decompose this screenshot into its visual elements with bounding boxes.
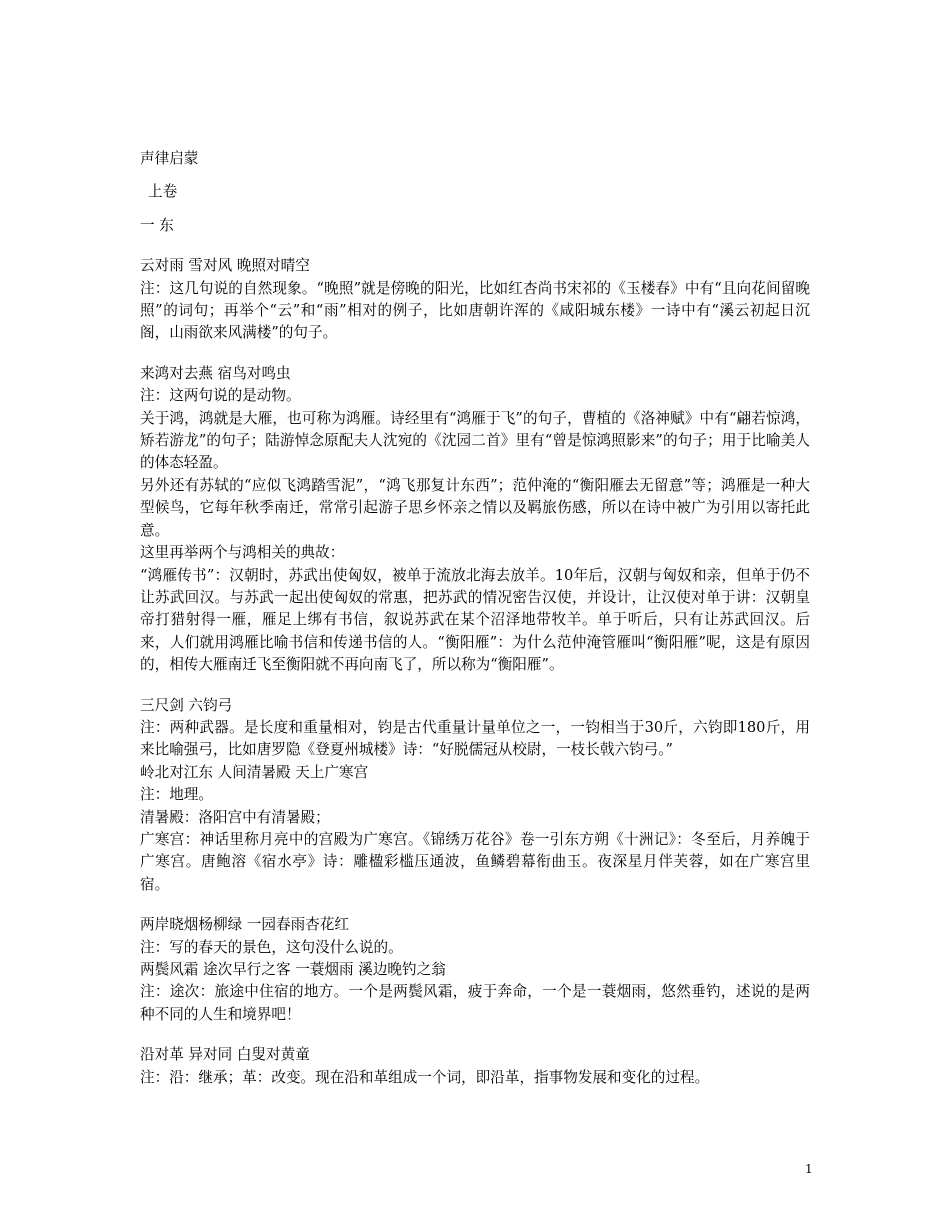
- couplet-line: 云对雨 雪对风 晚照对晴空: [140, 257, 310, 275]
- section-spring-scenery: [140, 914, 810, 1026]
- couplet-line: 两岸晓烟杨柳绿 一园春雨杏花红: [140, 916, 349, 934]
- couplet-line: 三尺剑 六钧弓: [140, 696, 233, 714]
- couplet-line: 来鸿对去燕 宿鸟对鸣虫: [140, 364, 291, 382]
- annotation-paragraph: “鸿雁传书”：汉朝时，苏武出使匈奴，被单于流放北海去放羊。10年后，汉朝与匈奴和亲，但单于仍不让苏武回汉。与苏武一起出使匈奴的常惠，把苏武的情况密告汉使，并设计，让汉使对单于讲：汉朝皇帝打猎射得一雁，雁足上绑有书信，叙说苏武在某个沼泽地带牧羊。单于听后，只有让苏武回汉。后来，人们就用鸿雁比喻书信和传递书信的人。“衡阳雁”：为什么范仲淹管雁叫“衡阳雁”呢，这是有原因的，相传大雁南迁飞至衡阳就不再向南飞了，所以称为“衡阳雁”。: [140, 566, 810, 674]
- annotation-paragraph: 清暑殿：洛阳宫中有清暑殿；: [140, 808, 330, 826]
- couplet-line: 沿对革 异对同 白叟对黄童: [140, 1046, 310, 1064]
- section-geese: [140, 363, 810, 677]
- section-clouds: [140, 255, 810, 345]
- document-body: [140, 148, 810, 1089]
- couplet-line: 两鬓风霜 途次早行之客 一蓑烟雨 溪边晚钓之翁: [140, 961, 446, 978]
- rhyme-heading: 一 东: [140, 216, 174, 234]
- annotation-paragraph: 注：途次：旅途中住宿的地方。一个是两鬓风霜，疲于奔命，一个是一蓑烟雨，悠然垂钓，述说的是两种不同的人生和境界吧！: [140, 983, 810, 1023]
- annotation-paragraph: 注：沿：继承；革：改变。现在沿和革组成一个词，即沿革，指事物发展和变化的过程。: [140, 1068, 710, 1086]
- annotation-paragraph: 注：这几句说的自然现象。“晚照”就是傍晚的阳光，比如红杏尚书宋祁的《玉楼春》中有“且向花间留晚照”的词句；再举个“云”和“雨”相对的例子，比如唐朝许浑的《咸阳城东楼》一诗中有“溪云初起日沉阁，山雨欲来风满楼”的句子。: [140, 279, 810, 342]
- annotation-paragraph: 关于鸿，鸿就是大雁，也可称为鸿雁。诗经里有“鸿雁于飞”的句子，曹植的《洛神赋》中有“翩若惊鸿，矫若游龙”的句子；陆游悼念原配夫人沈宛的《沈园二首》里有“曾是惊鸿照影来”的句子；用于比喻美人的体态轻盈。: [140, 409, 810, 472]
- annotation-paragraph: 这里再举两个与鸿相关的典故：: [140, 544, 345, 562]
- annotation-paragraph: 注：写的春天的景色，这句没什么说的。: [140, 938, 403, 956]
- document-title: 声律启蒙: [140, 150, 199, 167]
- annotation-paragraph: 注：地理。: [140, 786, 213, 804]
- section-evolution: [140, 1044, 810, 1089]
- annotation-paragraph: 注：两种武器。是长度和重量相对，钧是古代重量计量单位之一，一钧相当于30斤，六钧即180斤，用来比喻强弓，比如唐罗隐《登夏州城楼》诗：“好脱儒冠从校尉，一枝长戟六钧弓。”: [140, 718, 810, 759]
- couplet-line: 岭北对江东 人间清暑殿 天上广寒宫: [140, 763, 369, 781]
- annotation-paragraph: 另外还有苏轼的“应似飞鸿踏雪泥”，“鸿飞那复计东西”；范仲淹的“衡阳雁去无留意”等；鸿雁是一种大型候鸟，它每年秋季南迁，常常引起游子思乡怀亲之情以及羁旅伤感，所以在诗中被广为引用以寄托此意。: [140, 476, 810, 539]
- section-weapons-geography: [140, 695, 810, 897]
- annotation-paragraph: 注：这两句说的是动物。: [140, 387, 301, 405]
- page-number: 1: [805, 1162, 813, 1176]
- volume-heading: 上卷: [148, 183, 178, 201]
- annotation-paragraph: 广寒宫：神话里称月亮中的宫殿为广寒宫。《锦绣万花谷》卷一引东方朔《十洲记》：冬至后，月养魄于广寒宫。唐鲍溶《宿水亭》诗：雕楹彩槛压通波，鱼鳞碧幕衔曲玉。夜深星月伴芙蓉，如在广寒宫里宿。: [140, 830, 810, 893]
